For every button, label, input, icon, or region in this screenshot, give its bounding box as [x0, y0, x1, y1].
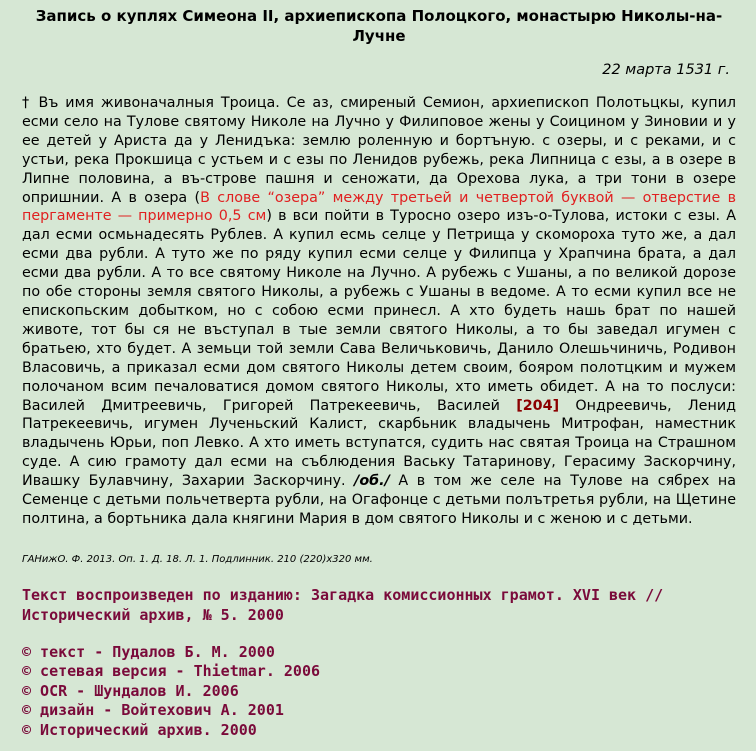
page-reference: [204]: [516, 397, 560, 414]
archive-source: ГАНижО. Ф. 2013. Оп. 1. Д. 18. Л. 1. Подлинник. 210 (220)х320 мм.: [22, 553, 373, 565]
credit-line: © Исторический архив. 2000: [22, 720, 257, 739]
verso-marker: /об./: [354, 473, 390, 490]
body-text-part4: А в том же селе на Тулове на сябрех на Семенце с детьми польчетверта рубли, на Огафонце с детьми полътретья рубли, на Щетине полтина, а бортьника дала княгини Мария в дом святого Николы и с женою и с детьми.: [22, 473, 736, 527]
editor-note: В слове “озера” между третьей и четвертой буквой — отверстие в пергаменте — примерно 0,5 см: [22, 189, 736, 225]
document-date: 22 марта 1531 г.: [602, 62, 730, 78]
document-body: [22, 94, 736, 529]
body-text-part1: † Въ имя живоначалныя Троица. Се аз, смиреный Семион, архиепископ Полотьцкы, купил есми село на Тулове святому Николе на Лучно у Филиповое жены у Соицином у Зиновии и у ее детей у Ариста да у Ленидъка: землю роленную и бортъную. с озеры, и с реками, и с устьи, река Прокшица с устьем и с езы по Ленидов рубежь, река Липница с езы, а в озере в Липне половина, а въ-строве пашня и сеножати, да Орехова лука, а три тони в озере опришнии. А в озера (: [22, 95, 736, 206]
credits-list: [22, 643, 736, 741]
credit-line: © сетевая версия - Thietmar. 2006: [22, 662, 321, 681]
edition-info: Текст воспроизведен по изданию: Загадка комиссионных грамот. XVI век // Исторический архив, № 5. 2000: [22, 585, 664, 624]
document-title: Запись о куплях Симеона II, архиепископа Полоцкого, монастырю Николы-на-Лучне: [35, 7, 723, 45]
body-text-part3: Ондреевичь, Ленид Патрекеевичь, игумен Лученьский Калист, скарбьник владычень Митрофан, наместник владычень Юрьи, поп Левко. А хто иметь вступатся, судить нас святая Троица на Страшном суде. А сию грамоту дал есми на съблюдения Ваську Татаринову, Герасиму Заскорчину, Ивашку Булавчину, Захарии Заскорчину.: [22, 397, 736, 490]
credit-line: © дизайн - Войтехович А. 2001: [22, 701, 284, 720]
credit-line: © OCR - Шундалов И. 2006: [22, 681, 239, 700]
credit-line: © текст - Пудалов Б. М. 2000: [22, 642, 275, 661]
body-text-part2: ) в вси пойти в Туросно озеро изъ-о-Тулова, истоки с езы. А дал есми осмьнадесять Рублев. А купил есмь селце у Петрища у скомороха туто же, а дал есми два рубли. А туто же по ряду купил есми селце у Филипца у Храпчина брата, а дал есми два рубли. А то все святому Николе на Лучно. А рубежь с Ушаны, а по великой дорозе по обе стороны земля святого Николы, а рубежь с Ушаны в ведоме. А то есми купил все не епископьским добытком, но с собою есми принесл. А хто будеть нашь брат по нашей животе, тот бы ся не въступал в тые земли святого Николы, а то бы заведал игумен с братьею, хто будет. А земьци той земли Сава Величьковичь, Данило Олешьчиничь, Родивон Власовичь, а приказал есми дом святого Николы детем своим, бояром полотцким и мужем полочаном всим печаловатися домом святого Николы, хто иметь обидет. А на то послуси: Василей Дмитреевичь, Григорей Патрекеевичь, Василей: [22, 208, 736, 414]
